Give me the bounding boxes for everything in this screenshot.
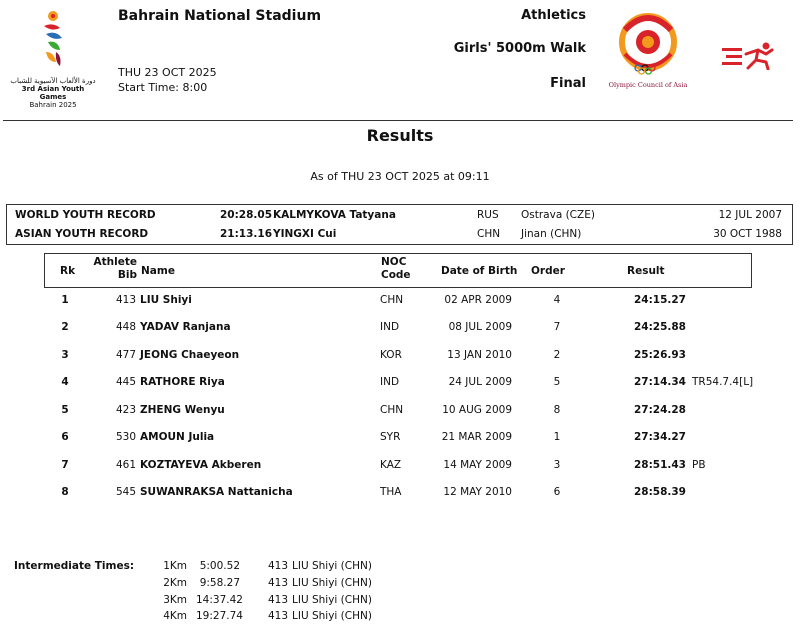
cell-result: 24:25.88 xyxy=(633,321,686,333)
split-leader: LIU Shiyi (CHN) xyxy=(292,610,372,622)
intermediate-row xyxy=(0,594,800,611)
split-time: 19:27.74 xyxy=(196,610,243,622)
start-time: Start Time: 8:00 xyxy=(118,81,208,94)
col-header-dob: Date of Birth xyxy=(441,265,518,277)
cell-result: 27:14.34 xyxy=(633,376,686,388)
record-time: 21:13.16 xyxy=(220,228,273,240)
cell-bib: 545 xyxy=(115,486,136,498)
col-header-result: Result xyxy=(627,265,665,277)
cell-order: 7 xyxy=(553,321,561,333)
cell-order: 1 xyxy=(553,431,561,443)
cell-noc: CHN xyxy=(380,294,404,306)
intermediate-row xyxy=(0,610,800,625)
table-row xyxy=(44,294,752,316)
games-logo-line1: 3rd Asian Youth Games xyxy=(21,85,85,101)
cell-dob: 10 AUG 2009 xyxy=(442,404,512,416)
cell-bib: 530 xyxy=(115,431,136,443)
cell-name: SUWANRAKSA Nattanicha xyxy=(140,486,293,498)
cell-result: 27:34.27 xyxy=(633,431,686,443)
split-time: 9:58.27 xyxy=(199,577,240,589)
col-header-rank: Rk xyxy=(60,265,76,277)
cell-note: PB xyxy=(692,459,706,471)
cell-result: 27:24.28 xyxy=(633,404,686,416)
cell-order: 3 xyxy=(553,459,561,471)
games-logo xyxy=(8,8,98,109)
results-table-header xyxy=(44,253,752,288)
runner-icon xyxy=(722,42,780,70)
oca-logo-text: Olympic Council of Asia xyxy=(608,81,688,89)
record-place: Ostrava (CZE) xyxy=(521,209,595,221)
record-holder: KALMYKOVA Tatyana xyxy=(273,209,396,221)
cell-order: 6 xyxy=(553,486,561,498)
record-row-world xyxy=(7,209,792,227)
cell-dob: 12 MAY 2010 xyxy=(443,486,512,498)
cell-name: LIU Shiyi xyxy=(140,294,192,306)
intermediate-row xyxy=(0,560,800,577)
split-bib: 413 xyxy=(268,560,289,572)
cell-order: 2 xyxy=(553,349,561,361)
record-noc: RUS xyxy=(477,209,499,221)
cell-name: JEONG Chaeyeon xyxy=(140,349,240,361)
record-date: 12 JUL 2007 xyxy=(718,209,782,221)
cell-rank: 5 xyxy=(61,404,69,416)
record-place: Jinan (CHN) xyxy=(521,228,582,240)
split-bib: 413 xyxy=(268,594,289,606)
event-phase: Final xyxy=(550,76,586,91)
cell-noc: IND xyxy=(380,321,400,333)
cell-noc: THA xyxy=(380,486,402,498)
cell-result: 25:26.93 xyxy=(633,349,686,361)
games-emblem-icon xyxy=(8,8,98,72)
split-time: 14:37.42 xyxy=(196,594,243,606)
cell-note: TR54.7.4[L] xyxy=(692,376,754,388)
cell-dob: 24 JUL 2009 xyxy=(448,376,512,388)
cell-bib: 413 xyxy=(115,294,136,306)
intermediate-times-label: Intermediate Times: xyxy=(14,560,135,572)
games-logo-arabic: دورة الألعاب الآسيوية للشباب xyxy=(10,77,96,85)
record-label: ASIAN YOUTH RECORD xyxy=(15,228,149,240)
cell-order: 5 xyxy=(553,376,561,388)
record-time: 20:28.05 xyxy=(220,209,273,221)
athletics-pictogram xyxy=(722,42,780,70)
table-row xyxy=(44,431,752,453)
cell-noc: KOR xyxy=(380,349,402,361)
cell-result: 24:15.27 xyxy=(633,294,686,306)
split-distance: 3Km xyxy=(163,594,187,606)
intermediate-row xyxy=(0,577,800,594)
table-row xyxy=(44,459,752,481)
cell-dob: 13 JAN 2010 xyxy=(447,349,512,361)
split-leader: LIU Shiyi (CHN) xyxy=(292,577,372,589)
cell-dob: 08 JUL 2009 xyxy=(448,321,512,333)
cell-rank: 7 xyxy=(61,459,69,471)
oca-sun-icon xyxy=(605,10,691,76)
cell-dob: 21 MAR 2009 xyxy=(441,431,512,443)
split-bib: 413 xyxy=(268,577,289,589)
cell-bib: 461 xyxy=(115,459,136,471)
records-box xyxy=(6,204,793,245)
cell-order: 4 xyxy=(553,294,561,306)
as-of-timestamp: As of THU 23 OCT 2025 at 09:11 xyxy=(310,170,490,183)
games-logo-line2: Bahrain 2025 xyxy=(29,101,77,109)
cell-rank: 1 xyxy=(61,294,69,306)
cell-rank: 8 xyxy=(61,486,69,498)
cell-rank: 4 xyxy=(61,376,69,388)
record-noc: CHN xyxy=(477,228,501,240)
cell-noc: SYR xyxy=(380,431,401,443)
cell-order: 8 xyxy=(553,404,561,416)
cell-noc: IND xyxy=(380,376,400,388)
cell-dob: 14 MAY 2009 xyxy=(443,459,512,471)
split-time: 5:00.52 xyxy=(199,560,240,572)
cell-name: RATHORE Riya xyxy=(140,376,225,388)
cell-bib: 477 xyxy=(115,349,136,361)
table-row xyxy=(44,321,752,343)
split-leader: LIU Shiyi (CHN) xyxy=(292,560,372,572)
col-header-bib: Athlete Bib xyxy=(93,256,137,281)
page-title: Results xyxy=(366,126,434,145)
table-row xyxy=(44,376,752,398)
record-row-asian xyxy=(7,228,792,246)
cell-rank: 2 xyxy=(61,321,69,333)
split-bib: 413 xyxy=(268,610,289,622)
col-header-name: Name xyxy=(141,265,175,277)
cell-name: AMOUN Julia xyxy=(140,431,215,443)
cell-noc: KAZ xyxy=(380,459,402,471)
sport-name: Athletics xyxy=(521,8,586,23)
event-name: Girls' 5000m Walk xyxy=(453,41,586,56)
cell-dob: 02 APR 2009 xyxy=(444,294,512,306)
record-holder: YINGXI Cui xyxy=(273,228,337,240)
header-divider xyxy=(3,120,793,121)
cell-name: YADAV Ranjana xyxy=(140,321,231,333)
cell-rank: 6 xyxy=(61,431,69,443)
cell-bib: 445 xyxy=(115,376,136,388)
split-distance: 2Km xyxy=(163,577,187,589)
venue-name: Bahrain National Stadium xyxy=(118,8,322,24)
cell-bib: 448 xyxy=(115,321,136,333)
cell-result: 28:51.43 xyxy=(633,459,686,471)
table-row xyxy=(44,486,752,508)
split-leader: LIU Shiyi (CHN) xyxy=(292,594,372,606)
table-row xyxy=(44,404,752,426)
cell-bib: 423 xyxy=(115,404,136,416)
cell-result: 28:58.39 xyxy=(633,486,686,498)
oca-logo xyxy=(605,10,691,92)
record-date: 30 OCT 1988 xyxy=(713,228,782,240)
cell-name: KOZTAYEVA Akberen xyxy=(140,459,262,471)
col-header-noc: NOC Code xyxy=(381,256,411,281)
split-distance: 4Km xyxy=(163,610,187,622)
col-header-order: Order xyxy=(531,265,565,277)
table-row xyxy=(44,349,752,371)
record-label: WORLD YOUTH RECORD xyxy=(15,209,156,221)
cell-noc: CHN xyxy=(380,404,404,416)
cell-rank: 3 xyxy=(61,349,69,361)
cell-name: ZHENG Wenyu xyxy=(140,404,225,416)
split-distance: 1Km xyxy=(163,560,187,572)
event-date: THU 23 OCT 2025 xyxy=(118,66,217,79)
